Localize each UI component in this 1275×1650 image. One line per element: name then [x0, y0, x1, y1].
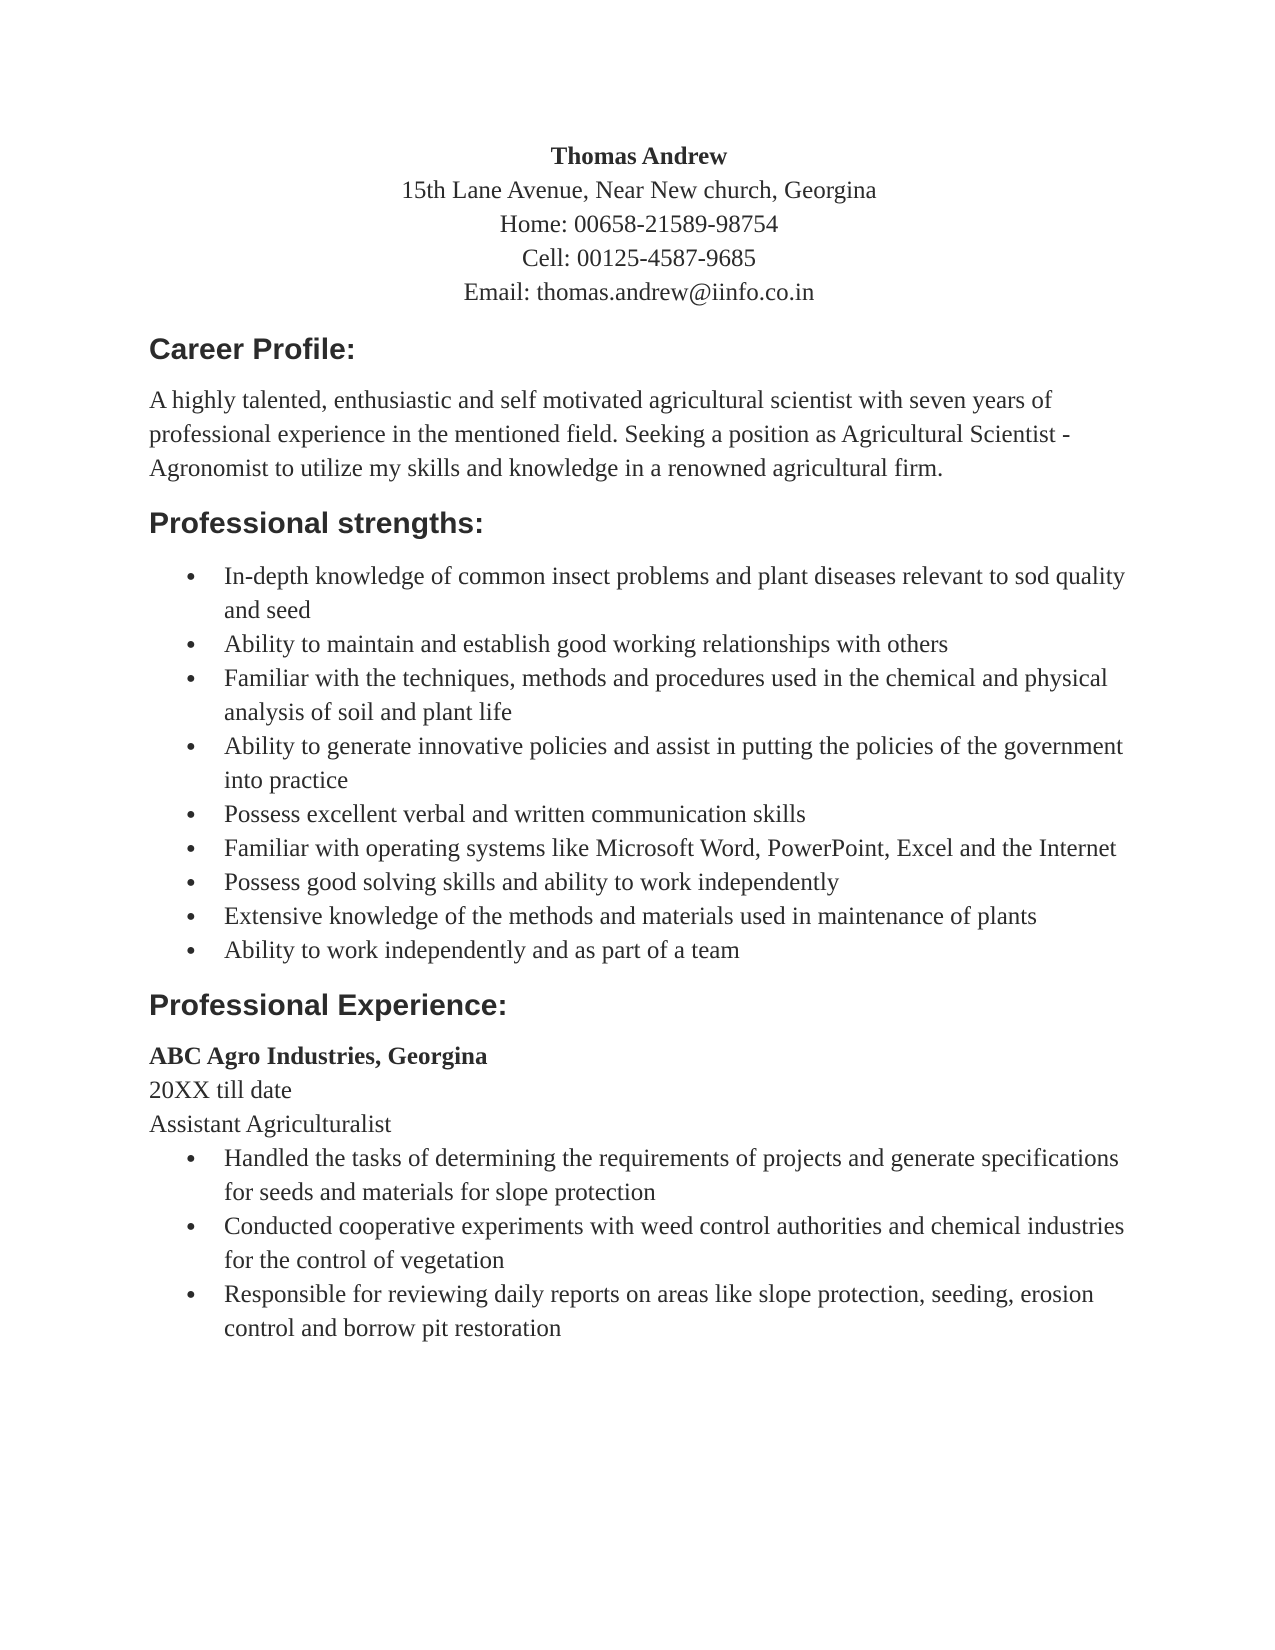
job-dates: 20XX till date — [149, 1077, 293, 1104]
list-item: ● Familiar with operating systems like Microsoft Word, PowerPoint, Excel and the Internet — [224, 832, 1129, 866]
strengths-list — [149, 560, 1129, 968]
career-profile-heading: Career Profile: — [149, 333, 356, 366]
home-phone: Home: 00658-21589-98754 — [499, 211, 779, 238]
resume-page — [149, 140, 1129, 1346]
strengths-section — [149, 506, 1129, 968]
career-profile-section — [149, 332, 1129, 486]
cell-phone: Cell: 00125-4587-9685 — [521, 245, 756, 272]
contact-header — [149, 140, 1129, 310]
list-item: ● Handled the tasks of determining the requirements of projects and generate specifications for seeds and materials for slope protection — [224, 1142, 1129, 1210]
email-line: Email: thomas.andrew@iinfo.co.in — [463, 279, 815, 306]
duties-list — [149, 1142, 1129, 1346]
company-name: ABC Agro Industries, Georgina — [149, 1043, 488, 1070]
list-item: ● In-depth knowledge of common insect problems and plant diseases relevant to sod quality and seed — [224, 560, 1129, 628]
job-entry — [149, 1040, 1129, 1346]
experience-section — [149, 988, 1129, 1346]
list-item: ● Ability to work independently and as part of a team — [224, 934, 1129, 968]
list-item: ● Possess good solving skills and ability to work independently — [224, 866, 1129, 900]
list-item: ● Familiar with the techniques, methods and procedures used in the chemical and physical analysis of soil and plant life — [224, 662, 1129, 730]
list-item: ● Extensive knowledge of the methods and materials used in maintenance of plants — [224, 900, 1129, 934]
list-item: ● Conducted cooperative experiments with weed control authorities and chemical industries for the control of vegetation — [224, 1210, 1129, 1278]
career-profile-text: A highly talented, enthusiastic and self motivated agricultural scientist with seven years of professional experience in the mentioned field. Seeking a position as Agricultural Scientist -Agronomist to utilize my skills and knowledge in a renowned agricultural firm. — [149, 387, 1071, 482]
experience-heading: Professional Experience: — [149, 989, 508, 1022]
list-item: ● Ability to generate innovative policies and assist in putting the policies of the government into practice — [224, 730, 1129, 798]
job-title: Assistant Agriculturalist — [149, 1111, 392, 1138]
strengths-heading: Professional strengths: — [149, 507, 485, 540]
list-item: ● Possess excellent verbal and written communication skills — [224, 798, 1129, 832]
list-item: ● Ability to maintain and establish good working relationships with others — [224, 628, 1129, 662]
address-line: 15th Lane Avenue, Near New church, Georgina — [401, 177, 877, 204]
candidate-name: Thomas Andrew — [550, 143, 728, 170]
list-item: ● Responsible for reviewing daily reports on areas like slope protection, seeding, erosion control and borrow pit restoration — [224, 1278, 1129, 1346]
